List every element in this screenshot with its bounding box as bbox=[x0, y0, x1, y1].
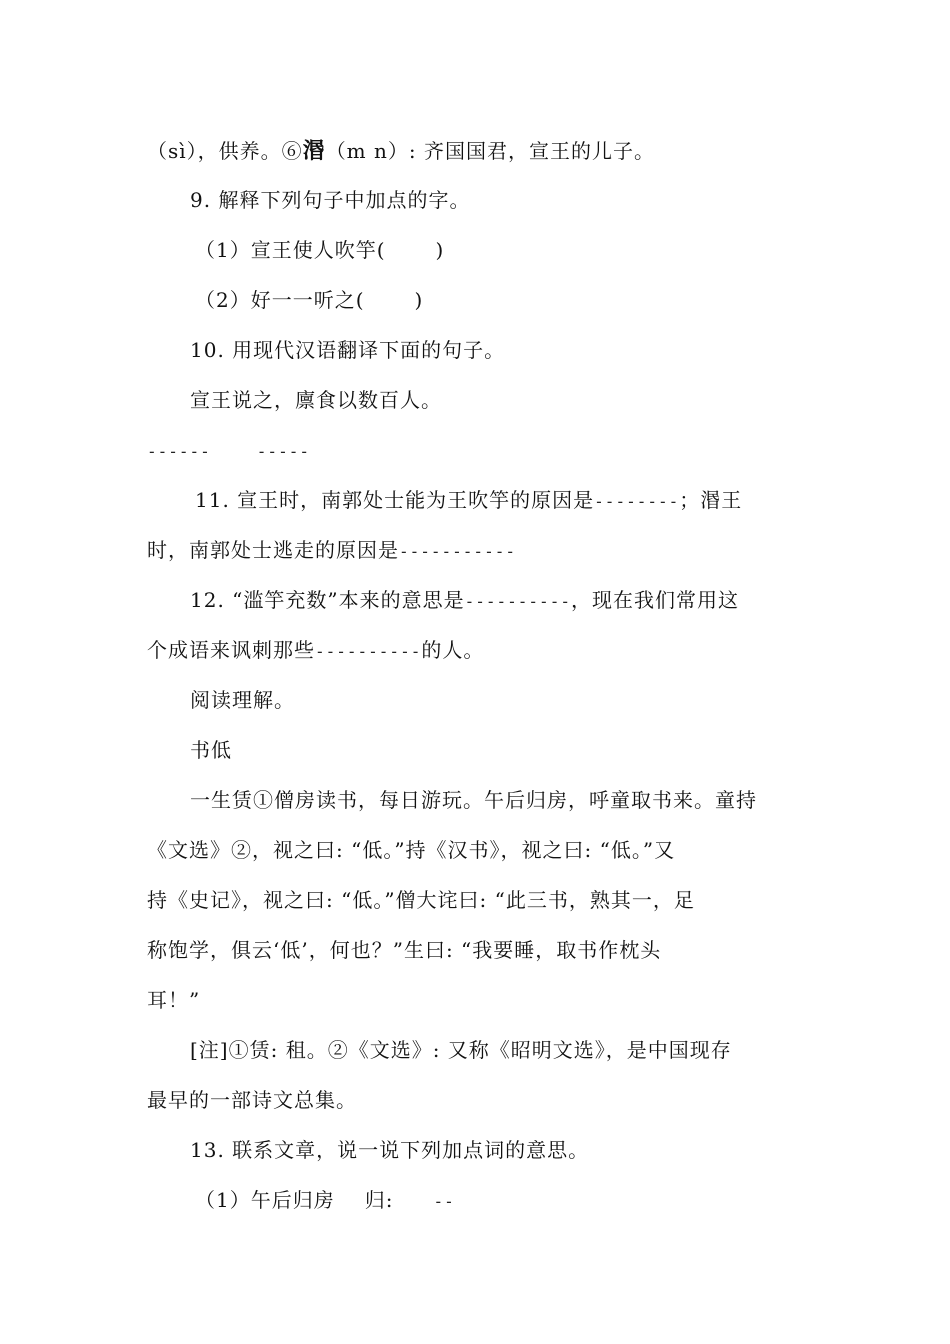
answer-blank-a: ------ bbox=[147, 442, 211, 461]
answer-blank-13-1: -- bbox=[433, 1192, 455, 1211]
answer-blank-b: ----- bbox=[256, 442, 310, 461]
passage-title: 书低 bbox=[190, 738, 232, 762]
passage-line-3: 持《史记》，视之曰: “低。”僧大诧曰: “此三书，熟其一，足 bbox=[147, 888, 695, 912]
question-13-item-1 bbox=[195, 1185, 855, 1217]
question-12-text: 12. “滥竽充数”本来的意思是 bbox=[190, 588, 465, 612]
answer-blank-12-2: ---------- bbox=[315, 642, 422, 661]
answer-blank-12-1: ---------- bbox=[464, 592, 571, 611]
question-11-text-b: ；湣王 bbox=[679, 488, 743, 512]
question-12-text-d: 的人。 bbox=[421, 638, 485, 662]
passage-line-2: 《文选》②，视之曰: “低。”持《汉书》，视之曰: “低。”又 bbox=[147, 838, 676, 862]
question-12-line-2 bbox=[147, 635, 807, 667]
question-13: 13. 联系文章，说一说下列加点词的意思。 bbox=[190, 1138, 590, 1162]
note-line-1: [注]①赁: 租。②《文选》: 又称《昭明文选》，是中国现存 bbox=[190, 1038, 732, 1062]
passage-line-4: 称饱学，俱云‘低’，何也？”生曰: “我要睡，取书作枕头 bbox=[147, 938, 662, 962]
question-10-answer-blank bbox=[147, 435, 807, 467]
answer-blank-11-1: -------- bbox=[594, 492, 680, 511]
passage-line-5: 耳！” bbox=[147, 988, 201, 1012]
note-line-2: 最早的一部诗文总集。 bbox=[147, 1088, 357, 1112]
question-11-line-2 bbox=[147, 535, 807, 567]
question-9-item-1 bbox=[195, 235, 855, 265]
footnote-text-a: （sì），供养。⑥ bbox=[147, 139, 303, 163]
question-11-text-c: 时，南郭处士逃走的原因是 bbox=[147, 538, 399, 562]
question-9-item-2 bbox=[195, 285, 855, 315]
question-12-text-c: 个成语来讽刺那些 bbox=[147, 638, 315, 662]
footnote-text-min: 湣 bbox=[302, 138, 326, 164]
question-9-item-1-close: ) bbox=[435, 238, 445, 262]
question-12-line-1 bbox=[190, 585, 850, 617]
question-9-item-2-text: （2）好一一听之( bbox=[195, 288, 365, 312]
question-13-item-1-text: （1）午后归房 bbox=[195, 1188, 335, 1212]
question-9-item-2-close: ) bbox=[414, 288, 424, 312]
passage-line-1: 一生赁①僧房读书，每日游玩。午后归房，呼童取书来。童持 bbox=[190, 788, 757, 812]
question-9-item-1-text: （1）宣王使人吹竽( bbox=[195, 238, 386, 262]
footnote-text-c: （m n）: 齐国国君，宣王的儿子。 bbox=[325, 139, 655, 163]
answer-blank-11-2: ----------- bbox=[399, 542, 516, 561]
question-12-text-b: ，现在我们常用这 bbox=[570, 588, 739, 612]
question-11-text: 11. 宣王时，南郭处士能为王吹竽的原因是 bbox=[195, 488, 595, 512]
question-9: 9. 解释下列句子中加点的字。 bbox=[190, 188, 471, 212]
question-10: 10. 用现代汉语翻译下面的句子。 bbox=[190, 338, 506, 362]
footnote-line bbox=[147, 136, 807, 166]
question-11-line-1 bbox=[195, 485, 855, 517]
question-13-item-1-label: 归: bbox=[364, 1188, 394, 1212]
reading-heading: 阅读理解。 bbox=[190, 688, 295, 712]
question-10-sentence: 宣王说之，廪食以数百人。 bbox=[190, 388, 442, 412]
